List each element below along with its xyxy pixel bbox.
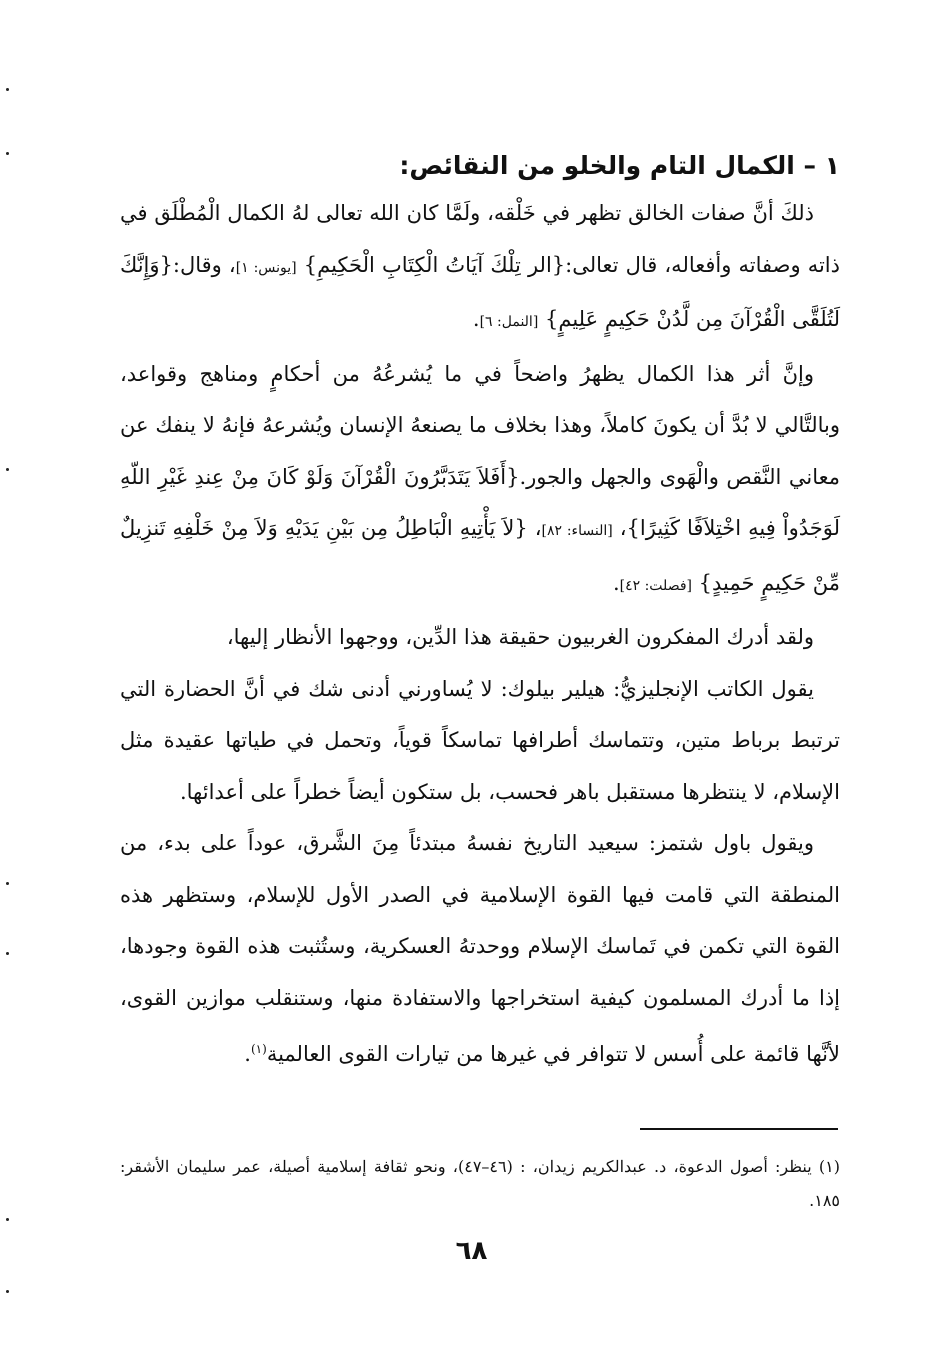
footnote-marker[interactable]: (١) [250, 1042, 267, 1056]
punctuation: . [244, 1042, 251, 1066]
scan-speck [6, 468, 9, 471]
verse-reference: [النساء: ٨٢] [541, 523, 613, 539]
paragraph-4: يقول الكاتب الإنجليزيُّ: هيلير بيلوك: لا يُساورني أدنى شك في أنَّ الحضارة التي ترتبط برباط متين، وتتماسك أطرافها تماسكاً قوياً، وتحمل في طياتها عقيدة مثل الإسلام، لا ينتظرها مستقبل باهر فحسب، بل ستكون أيضاً خطراً على أعدائها. [120, 676, 840, 804]
scan-speck [6, 1218, 9, 1221]
scan-speck [6, 952, 9, 955]
paragraph-text: ، وقال:{وَإِنَّكَ لَتُلَقَّى الْقُرْآنَ مِن لَّدُنْ حَكِيمٍ عَلِيمٍ} [120, 252, 840, 331]
footnote-divider [640, 1128, 838, 1130]
paragraph-5 [120, 818, 840, 1081]
punctuation: . [612, 570, 620, 595]
section-heading: ١ – الكمال التام والخلو من النقائص: [399, 151, 840, 180]
paragraph-text: ويقول باول شتمز: سيعيد التاريخ نفسهُ مبتدئاً مِنَ الشَّرق، عوداً على بدء، من المنطقة التي قامت فيها القوة الإسلامية في الصدر الأول للإسلام، وستظهر هذه القوة التي تكمن في تَماسك الإسلام ووحدتهُ العسكرية، وستُثبت هذه القوة وجودها، إذا ما أدرك المسلمون كيفية استخراجها والاستفادة منها، وستنقلب موازين القوى، لأنَّها قائمة على أُسس لا تتوافر في غيرها من تيارات القوى العالمية [120, 831, 840, 1066]
paragraph-text: ، {لاَ يَأْتِيهِ الْبَاطِلُ مِن بَيْنِ يَدَيْهِ وَلاَ مِنْ خَلْفِهِ تَنزِيلٌ مِّنْ حَكِيمٍ حَمِيدٍ} [120, 516, 840, 595]
paragraph-text: ذلكَ أنَّ صفات الخالق تظهر في خَلْقه، ولَمَّا كان الله تعالى لهُ الكمال الْمُطْلَق في ذاته وصفاته وأفعاله، قال تعالى:{الر تِلْكَ آيَاتُ الْكِتَابِ الْحَكِيمِ} [120, 201, 840, 277]
paragraph-1 [120, 188, 840, 349]
paragraph-text: وإنَّ أثر هذا الكمال يظهرُ واضحاً في ما يُشرعُهُ من أحكامٍ ومناهج وقواعد، وبالتَّالي لا بُدَّ أن يكونَ كاملاً، وهذا بخلاف ما يصنعهُ الإنسان ويُشرعهُ فإنهُ لا ينفك عن معاني النَّقص والْهَوى والجهل والجور.{أَفَلاَ يَتَدَبَّرُونَ الْقُرْآنَ وَلَوْ كَانَ مِنْ عِندِ غَيْرِ اللّهِ لَوَجَدُواْ فِيهِ اخْتِلاَفًا كَثِيرًا} [120, 361, 840, 540]
punctuation: . [472, 307, 480, 331]
scan-speck [6, 88, 9, 91]
verse-reference: [النمل: ٦] [479, 314, 539, 330]
paragraph-2: وإنَّ أثر هذا الكمال يظهرُ واضحاً في ما يُشرعُهُ من أحكامٍ ومناهج وقواعد، وبالتَّالي لا بُدَّ أن يكونَ كاملاً، وهذا بخلاف ما يصنعهُ الإنسان ويُشرعهُ فإنهُ لا ينفك عن معاني النَّقص والْهَوى والجهل والجور.{أَفَلاَ يَتَدَبَّرُونَ الْقُرْآنَ وَلَوْ كَانَ مِنْ عِندِ غَيْرِ اللّهِ لَوَجَدُواْ فِيهِ اخْتِلاَفًا كَثِيرًا}، [النساء: ٨٢]، {لاَ يَأْتِيهِ الْبَاطِلُ مِن بَيْنِ يَدَيْهِ وَلاَ مِنْ خَلْفِهِ تَنزِيلٌ مِّنْ حَكِيمٍ حَمِيدٍ} [فصلت: ٤٢]. [120, 361, 840, 595]
scan-speck [6, 882, 9, 885]
scan-speck [6, 1290, 9, 1293]
verse-reference: [يونس: ١] [235, 259, 297, 276]
verse-reference: [فصلت: ٤٢] [619, 577, 692, 594]
footnote: (١) ينظر: أصول الدعوة، د. عبدالكريم زيدان، : (٤٦–٤٧)، ونحو ثقافة إسلامية أصيلة، عمر سليمان الأشقر: ١٨٥. [120, 1157, 840, 1210]
scan-speck [6, 152, 9, 155]
paragraph-3: ولقد أدرك المفكرون الغربيون حقيقة هذا الدِّين، ووجهوا الأنظار إليها، [226, 625, 814, 649]
main-text [120, 148, 840, 1081]
page-number: ٦٨ [455, 1236, 488, 1266]
